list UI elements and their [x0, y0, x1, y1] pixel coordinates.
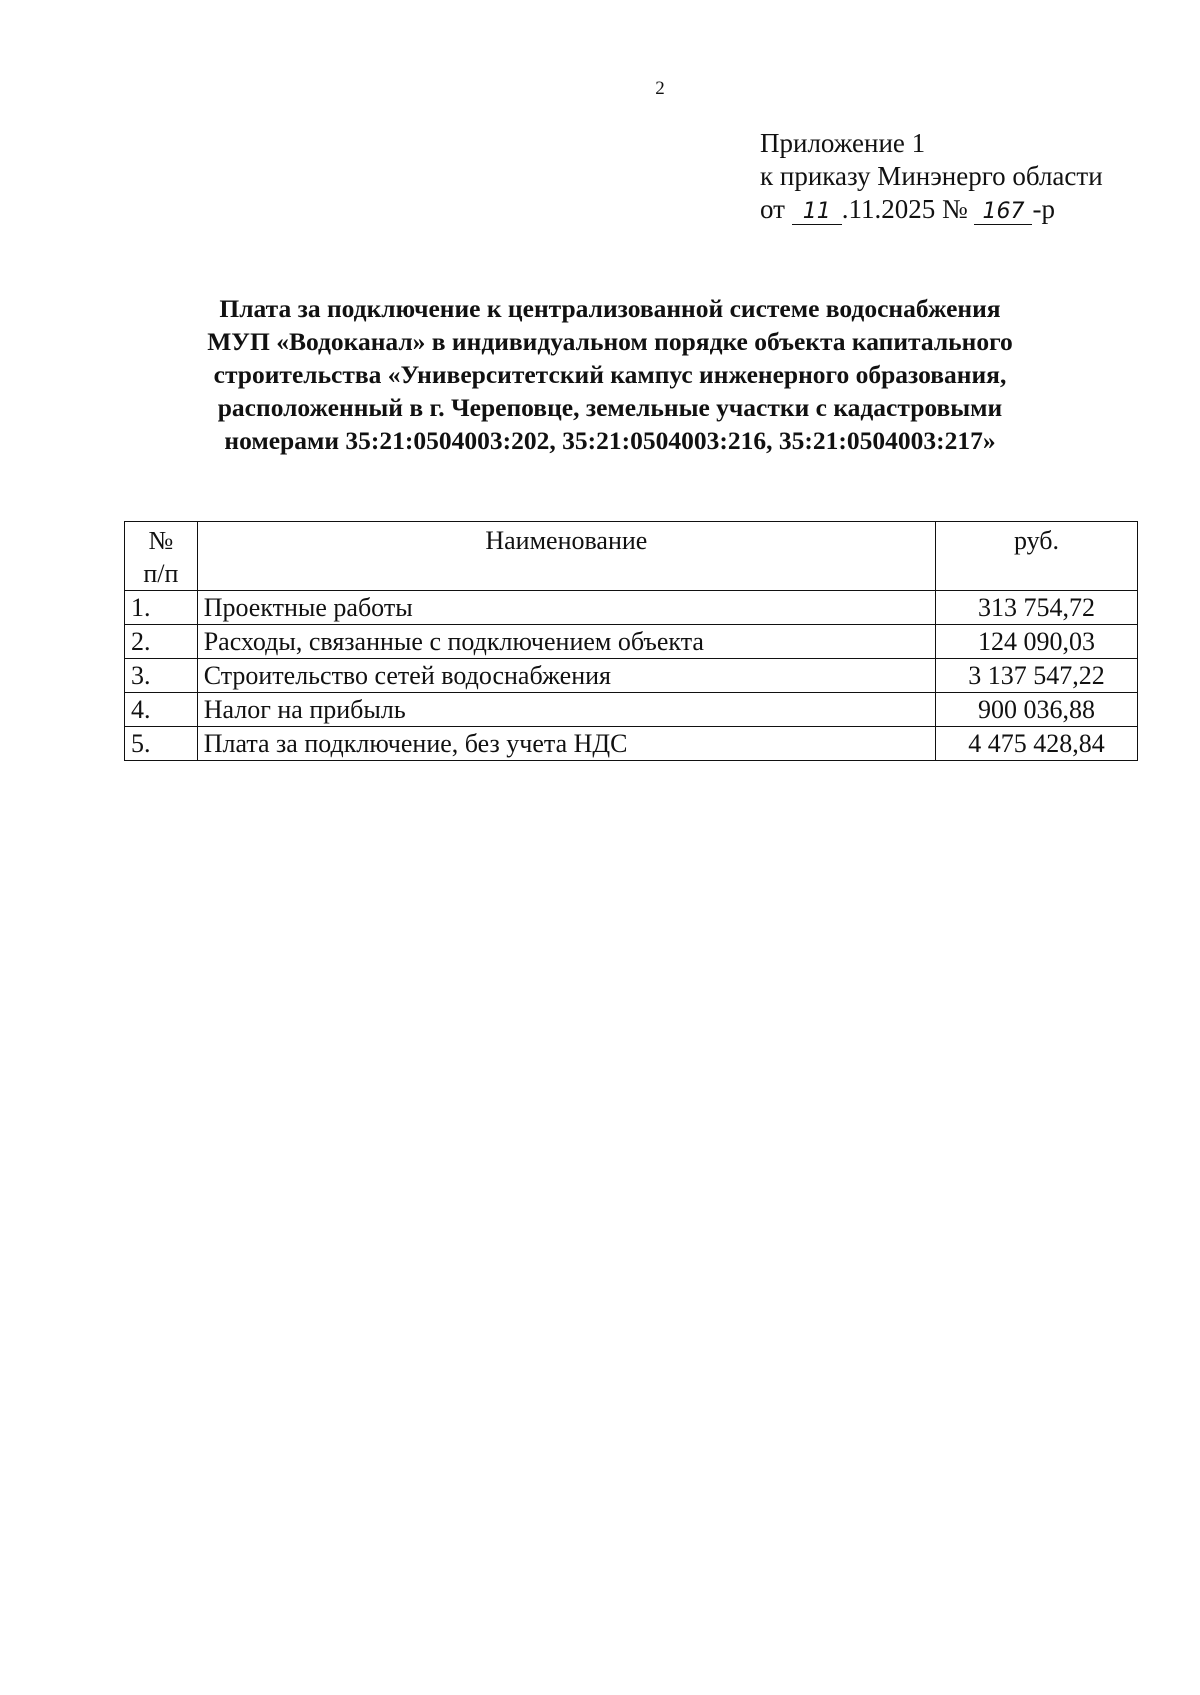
order-suffix: -р	[1032, 194, 1055, 224]
header-number-sign: №	[148, 526, 174, 555]
row-sum: 124 090,03	[935, 625, 1137, 659]
row-sum: 900 036,88	[935, 693, 1137, 727]
header-sum: руб.	[935, 522, 1137, 591]
row-sum: 3 137 547,22	[935, 659, 1137, 693]
title-line: расположенный в г. Череповце, земельные участки с кадастровыми	[217, 393, 1003, 422]
appendix-reference	[760, 127, 1103, 226]
row-number: 5.	[125, 727, 198, 761]
header-number	[125, 522, 198, 591]
title-line: номерами 35:21:0504003:202, 35:21:0504003:216, 35:21:0504003:217»	[224, 426, 996, 455]
title-line: строительства «Университетский кампус инженерного образования,	[213, 360, 1007, 389]
appendix-date-line	[760, 193, 1103, 226]
row-name: Проектные работы	[197, 591, 935, 625]
row-name: Расходы, связанные с подключением объекта	[197, 625, 935, 659]
row-sum: 4 475 428,84	[935, 727, 1137, 761]
date-prefix: от	[760, 194, 785, 224]
row-number: 2.	[125, 625, 198, 659]
table-header-row	[125, 522, 1138, 591]
row-number: 1.	[125, 591, 198, 625]
fee-table	[124, 521, 1138, 761]
table-row	[125, 591, 1138, 625]
handwritten-order-number: 167	[974, 200, 1032, 225]
table-row	[125, 625, 1138, 659]
row-number: 4.	[125, 693, 198, 727]
row-name: Налог на прибыль	[197, 693, 935, 727]
row-number: 3.	[125, 659, 198, 693]
appendix-title: Приложение 1	[760, 128, 926, 158]
row-name: Строительство сетей водоснабжения	[197, 659, 935, 693]
page-number: 2	[655, 78, 665, 99]
header-name: Наименование	[197, 522, 935, 591]
appendix-order-ref: к приказу Минэнерго области	[760, 161, 1103, 191]
handwritten-day: 11	[792, 200, 842, 225]
row-name: Плата за подключение, без учета НДС	[197, 727, 935, 761]
row-sum: 313 754,72	[935, 591, 1137, 625]
table-row	[125, 659, 1138, 693]
document-title	[110, 292, 1110, 457]
title-line: Плата за подключение к централизованной системе водоснабжения	[219, 294, 1001, 323]
title-line: МУП «Водоканал» в индивидуальном порядке объекта капитального	[207, 327, 1013, 356]
table-row	[125, 693, 1138, 727]
header-number-pp: п/п	[143, 559, 179, 588]
table-row	[125, 727, 1138, 761]
date-rest: .11.2025 №	[841, 194, 968, 224]
